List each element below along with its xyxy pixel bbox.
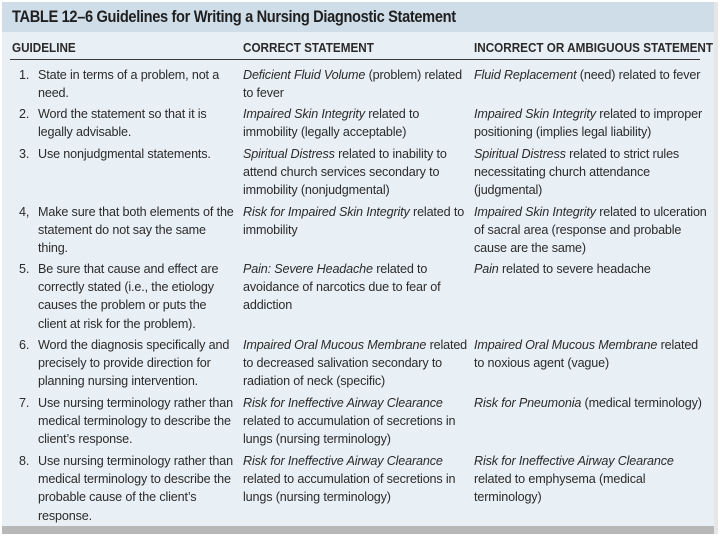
diagnosis-label: Impaired Skin Integrity — [474, 205, 596, 219]
diagnosis-label: Impaired Oral Mucous Membrane — [243, 338, 427, 352]
incorrect-statement — [474, 105, 710, 141]
row-number: 2. — [19, 107, 30, 121]
guideline-text: Make sure that both elements of the statement do not say the same thing. — [38, 205, 234, 256]
statement-text: related to immobility (legally acceptable) — [243, 107, 420, 140]
incorrect-statement — [474, 394, 710, 412]
incorrect-statement — [474, 452, 710, 507]
statement-text: related to improper positioning (implies legal liability) — [474, 107, 703, 140]
guideline-text: Use nursing terminology rather than medical terminology to describe the probable cause of the client’s response. — [38, 454, 233, 523]
table-title: TABLE 12–6 Guidelines for Writing a Nursing Diagnostic Statement — [12, 7, 456, 26]
incorrect-statement — [474, 336, 710, 372]
header-incorrect-statement: INCORRECT OR AMBIGUOUS STATEMENT — [474, 40, 713, 55]
incorrect-statement — [474, 145, 710, 200]
statement-text: related to avoidance of narcotics due to fear of addiction — [243, 262, 441, 313]
bottom-border — [2, 526, 714, 534]
diagnosis-label: Impaired Skin Integrity — [243, 107, 365, 121]
row-number: 5. — [19, 262, 30, 276]
guideline-text: Word the diagnosis specifically and precisely to provide direction for planning nursing intervention. — [38, 338, 230, 389]
row-number: 4, — [19, 205, 30, 219]
correct-statement — [243, 203, 469, 239]
diagnosis-label: Pain: Severe Headache — [243, 262, 373, 276]
correct-statement — [243, 105, 469, 141]
correct-statement — [243, 66, 469, 102]
guideline-text: Use nursing terminology rather than medical terminology to describe the client’s response. — [38, 396, 233, 447]
diagnosis-label: Fluid Replacement — [474, 68, 577, 82]
statement-text: related to emphysema (medical terminology) — [474, 472, 646, 505]
header-correct-statement: CORRECT STATEMENT — [243, 40, 374, 55]
diagnosis-label: Risk for Impaired Skin Integrity — [243, 205, 410, 219]
guidelines-table — [2, 32, 714, 526]
statement-text: related to accumulation of secretions in lungs (nursing terminology) — [243, 414, 456, 447]
incorrect-statement — [474, 260, 710, 278]
statement-text: related to severe headache — [498, 262, 651, 276]
row-number: 3. — [19, 147, 30, 161]
title-bar — [2, 2, 714, 33]
statement-text: (need) related to fever — [576, 68, 701, 82]
guideline-text: Be sure that cause and effect are correctly stated (i.e., the etiology causes the problem or puts the client at risk for the problem). — [38, 262, 219, 331]
diagnosis-label: Pain — [474, 262, 499, 276]
diagnosis-label: Risk for Ineffective Airway Clearance — [243, 454, 443, 468]
diagnosis-label: Risk for Pneumonia — [474, 396, 582, 410]
diagnosis-label: Impaired Oral Mucous Membrane — [474, 338, 658, 352]
diagnosis-label: Spiritual Distress — [243, 147, 335, 161]
statement-text: (problem) related to fever — [243, 68, 462, 101]
correct-statement — [243, 145, 469, 200]
diagnosis-label: Deficient Fluid Volume — [243, 68, 366, 82]
diagnosis-label: Spiritual Distress — [474, 147, 566, 161]
guideline-text: Word the statement so that it is legally advisable. — [38, 107, 207, 140]
row-number: 6. — [19, 338, 30, 352]
row-number: 8. — [19, 454, 30, 468]
correct-statement — [243, 394, 469, 449]
correct-statement — [243, 336, 469, 391]
diagnosis-label: Risk for Ineffective Airway Clearance — [243, 396, 443, 410]
statement-text: related to decreased salivation secondary to radiation of neck (specific) — [243, 338, 468, 389]
correct-statement — [243, 260, 469, 315]
statement-text: related to accumulation of secretions in lungs (nursing terminology) — [243, 472, 456, 505]
statement-text: related to immobility — [243, 205, 465, 238]
guideline-text: Use nonjudgmental statements. — [38, 147, 211, 161]
header-guideline: GUIDELINE — [12, 40, 76, 55]
statement-text: related to inability to attend church services secondary to immobility (nonjudgmental) — [243, 147, 447, 198]
statement-text: (medical terminology) — [581, 396, 702, 410]
diagnosis-label: Risk for Ineffective Airway Clearance — [474, 454, 674, 468]
right-border — [714, 2, 718, 534]
statement-text: related to ulceration of sacral area (response and probable cause are the same) — [474, 205, 707, 256]
diagnosis-label: Impaired Skin Integrity — [474, 107, 596, 121]
incorrect-statement — [474, 203, 710, 258]
header-rule — [10, 59, 700, 60]
guideline-text: State in terms of a problem, not a need. — [38, 68, 220, 101]
incorrect-statement — [474, 66, 710, 84]
statement-text: related to noxious agent (vague) — [474, 338, 699, 371]
row-number: 7. — [19, 396, 30, 410]
row-number: 1. — [19, 68, 30, 82]
correct-statement — [243, 452, 469, 507]
statement-text: related to strict rules necessitating church attendance (judgmental) — [474, 147, 680, 198]
